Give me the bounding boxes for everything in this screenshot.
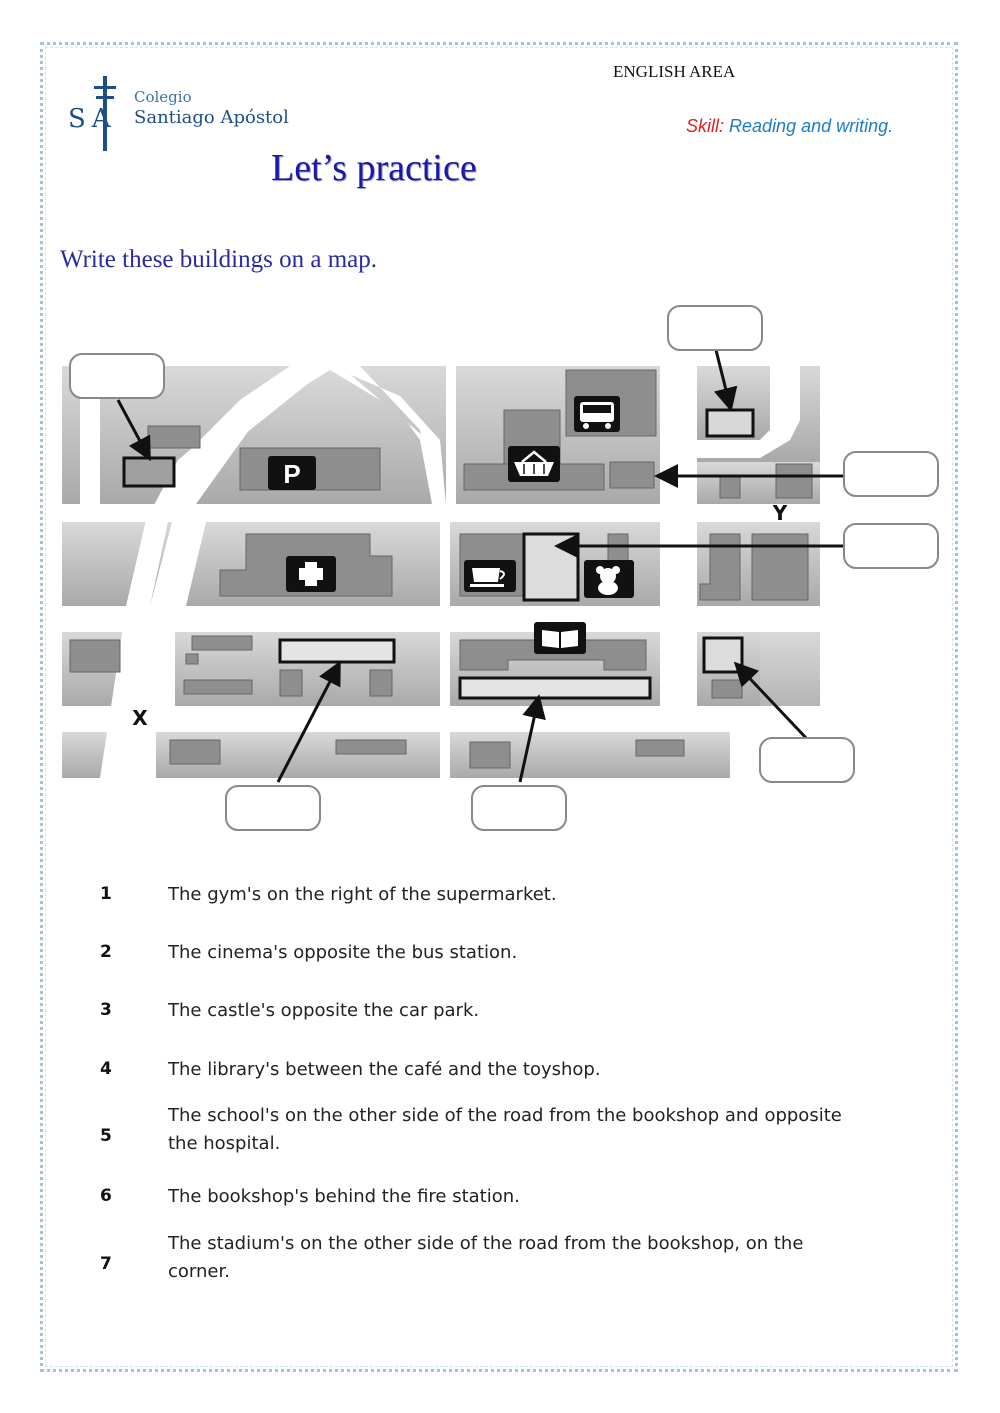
building <box>192 636 252 650</box>
item-number: 7 <box>100 1254 112 1274</box>
target-building-2 <box>707 410 753 436</box>
logo-line2: Santiago Apóstol <box>134 107 289 128</box>
target-building-1 <box>124 458 174 486</box>
landmark-y: Y <box>772 501 788 525</box>
building <box>470 742 510 768</box>
building <box>336 740 406 754</box>
building <box>370 670 392 696</box>
answer-box-5[interactable] <box>226 786 320 830</box>
logo-line1: Colegio <box>134 88 192 106</box>
item-text: The castle's opposite the car park. <box>168 1000 480 1021</box>
item-text: The bookshop's behind the fire station. <box>168 1186 520 1207</box>
basket-icon <box>508 446 560 482</box>
toy-icon <box>584 560 634 598</box>
instruction: Write these buildings on a map. <box>60 246 377 273</box>
target-building-5 <box>460 678 650 698</box>
hospital-icon <box>286 556 336 592</box>
answer-box-6[interactable] <box>472 786 566 830</box>
building <box>186 654 198 664</box>
item-text: The library's between the café and the toyshop. <box>168 1059 601 1080</box>
parking-icon <box>268 456 316 490</box>
target-building-4 <box>280 640 394 662</box>
building <box>70 640 120 672</box>
item-text: The stadium's on the other side of the road from the bookshop, on the corner. <box>168 1233 804 1282</box>
svg-text:P: P <box>283 459 301 489</box>
building <box>776 464 812 498</box>
book-icon <box>534 622 586 654</box>
item-number: 2 <box>100 942 112 962</box>
cafe-icon <box>464 560 516 592</box>
building <box>610 462 654 488</box>
building <box>720 476 740 498</box>
item-number: 3 <box>100 1000 112 1020</box>
building <box>712 680 742 698</box>
corner-road-2 <box>760 706 820 730</box>
building <box>170 740 220 764</box>
item-number: 4 <box>100 1059 112 1079</box>
building <box>752 534 808 600</box>
building <box>148 426 200 448</box>
answer-box-7[interactable] <box>760 738 854 782</box>
answer-box-4[interactable] <box>844 524 938 568</box>
item-text: The gym's on the right of the supermarket. <box>168 884 557 905</box>
item-number: 5 <box>100 1126 112 1146</box>
page-title: Let’s practice <box>271 147 477 189</box>
answer-box-3[interactable] <box>844 452 938 496</box>
subject-area: ENGLISH AREA <box>613 62 736 81</box>
answer-box-1[interactable] <box>70 354 164 398</box>
item-number: 6 <box>100 1186 112 1206</box>
item-text: The cinema's opposite the bus station. <box>168 942 518 963</box>
skill-label: Skill: <box>686 116 725 136</box>
logo-initials: SA <box>68 104 117 134</box>
building <box>184 680 252 694</box>
building <box>280 670 302 696</box>
skill-value: Reading and writing. <box>729 116 894 136</box>
bus-icon <box>574 396 620 432</box>
landmark-x: X <box>132 706 148 730</box>
target-building-6 <box>704 638 742 672</box>
target-building-3 <box>524 534 578 600</box>
answer-box-2[interactable] <box>668 306 762 350</box>
item-text: The school's on the other side of the road from the bookshop and opposite the hospital. <box>168 1105 842 1154</box>
building <box>608 534 628 564</box>
building <box>636 740 684 756</box>
item-number: 1 <box>100 884 112 904</box>
